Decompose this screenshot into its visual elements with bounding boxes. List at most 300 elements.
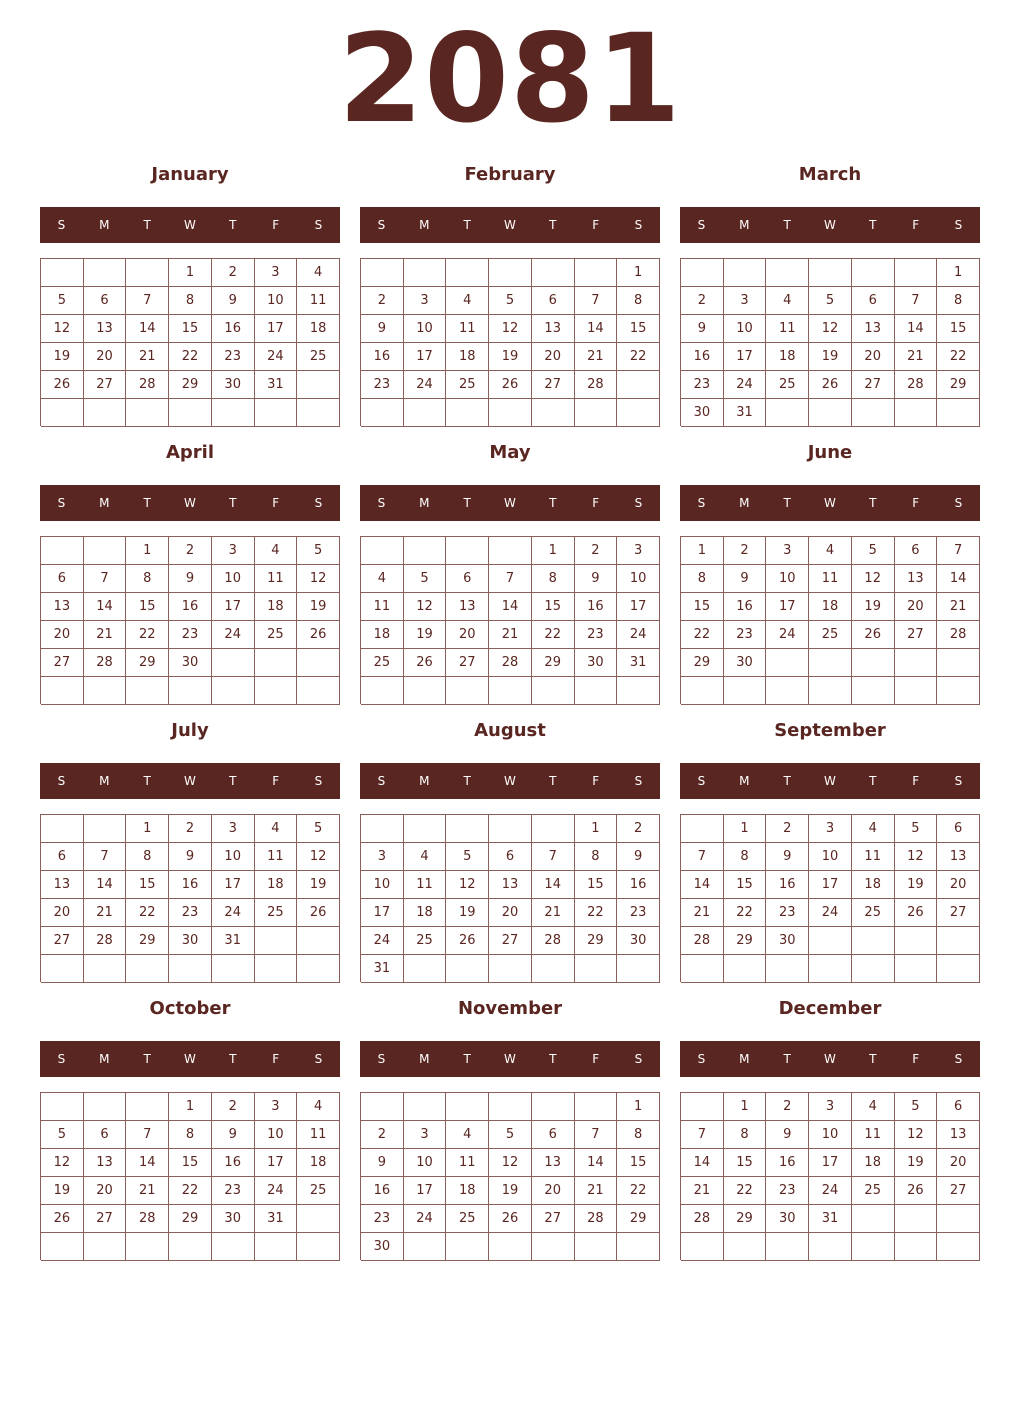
weekday-label: F [592,774,600,788]
day-cell: 4 [297,1093,340,1121]
weekday-label: W [824,218,836,232]
month-name: November [457,998,563,1019]
empty-cell [41,815,84,843]
empty-cell [404,259,447,287]
day-cell: 26 [852,621,895,649]
day-cell: 18 [852,871,895,899]
empty-cell [297,1205,340,1233]
empty-cell [446,677,489,705]
empty-cell [297,371,340,399]
day-cell: 26 [41,371,84,399]
day-cell: 13 [84,315,127,343]
weekday-label: T [783,774,791,788]
day-cell: 4 [255,537,298,565]
day-cell: 3 [404,1121,447,1149]
day-cell: 16 [361,343,404,371]
weekday-header [40,763,340,799]
day-cell: 11 [361,593,404,621]
empty-cell [809,677,852,705]
weekday-label: T [143,496,151,510]
empty-cell [126,259,169,287]
empty-cell [681,1233,724,1261]
weekday-header [680,485,980,521]
day-cell: 24 [724,371,767,399]
day-cell: 17 [404,343,447,371]
day-cell: 8 [532,565,575,593]
empty-cell [575,955,618,983]
day-cell: 31 [724,399,767,427]
empty-cell [84,1233,127,1261]
day-cell: 27 [84,1205,127,1233]
day-cell: 29 [617,1205,660,1233]
empty-cell [361,399,404,427]
weekday-label: S [57,774,66,788]
day-cell: 9 [766,843,809,871]
day-cell: 19 [852,593,895,621]
day-cell: 12 [404,593,447,621]
day-cell: 13 [852,315,895,343]
day-cell: 14 [575,1149,618,1177]
day-cell: 1 [126,815,169,843]
day-cell: 27 [41,927,84,955]
day-cell: 5 [41,1121,84,1149]
empty-cell [169,399,212,427]
day-cell: 12 [809,315,852,343]
weekday-label: M [419,1052,430,1066]
day-cell: 26 [41,1205,84,1233]
day-cell: 25 [852,1177,895,1205]
weekday-label: T [869,496,877,510]
day-cell: 16 [617,871,660,899]
weekday-label: F [912,218,920,232]
day-cell: 24 [809,899,852,927]
day-cell: 21 [575,343,618,371]
day-cell: 3 [809,1093,852,1121]
day-cell: 6 [84,287,127,315]
day-cell: 3 [212,537,255,565]
empty-cell [41,537,84,565]
day-cell: 1 [724,1093,767,1121]
day-cell: 22 [575,899,618,927]
day-cell: 17 [809,1149,852,1177]
weekday-header [680,1041,980,1077]
day-grid [680,536,980,704]
empty-cell [809,399,852,427]
day-cell: 13 [41,871,84,899]
day-cell: 23 [169,899,212,927]
day-cell: 22 [681,621,724,649]
day-cell: 26 [895,899,938,927]
day-cell: 13 [532,315,575,343]
day-cell: 29 [681,649,724,677]
day-cell: 24 [404,1205,447,1233]
day-cell: 31 [809,1205,852,1233]
empty-cell [809,259,852,287]
weekday-label: S [377,1052,386,1066]
day-cell: 8 [169,287,212,315]
day-cell: 25 [297,1177,340,1205]
empty-cell [852,955,895,983]
empty-cell [681,677,724,705]
weekday-label: T [549,496,557,510]
day-cell: 23 [766,1177,809,1205]
day-cell: 19 [446,899,489,927]
empty-cell [126,677,169,705]
month-name: May [489,442,531,463]
day-cell: 11 [852,1121,895,1149]
day-cell: 27 [937,899,980,927]
day-cell: 11 [446,1149,489,1177]
day-cell: 2 [724,537,767,565]
day-cell: 7 [532,843,575,871]
day-cell: 24 [361,927,404,955]
day-cell: 17 [724,343,767,371]
day-cell: 14 [126,1149,169,1177]
day-cell: 30 [361,1233,404,1261]
empty-cell [361,1093,404,1121]
day-cell: 4 [446,287,489,315]
weekday-label: S [377,496,386,510]
weekday-label: M [739,218,750,232]
day-cell: 20 [895,593,938,621]
weekday-label: S [697,496,706,510]
weekday-label: W [184,774,196,788]
day-cell: 22 [126,899,169,927]
empty-cell [852,399,895,427]
empty-cell [489,259,532,287]
weekday-label: W [184,218,196,232]
day-cell: 16 [724,593,767,621]
weekday-label: S [57,218,66,232]
empty-cell [126,955,169,983]
day-cell: 24 [766,621,809,649]
day-cell: 18 [404,899,447,927]
day-cell: 7 [489,565,532,593]
day-cell: 15 [724,871,767,899]
day-cell: 9 [766,1121,809,1149]
day-cell: 1 [617,259,660,287]
weekday-label: T [229,774,237,788]
empty-cell [404,399,447,427]
day-cell: 10 [212,565,255,593]
day-cell: 9 [212,287,255,315]
day-cell: 16 [575,593,618,621]
empty-cell [212,649,255,677]
month-name: December [778,998,882,1019]
empty-cell [169,677,212,705]
empty-cell [41,677,84,705]
day-cell: 1 [617,1093,660,1121]
day-cell: 7 [84,565,127,593]
empty-cell [297,927,340,955]
day-cell: 25 [255,899,298,927]
day-cell: 2 [681,287,724,315]
day-cell: 16 [169,871,212,899]
day-cell: 14 [84,593,127,621]
day-cell: 13 [895,565,938,593]
day-cell: 19 [489,343,532,371]
weekday-label: T [229,496,237,510]
day-cell: 14 [84,871,127,899]
weekday-header [360,1041,660,1077]
weekday-header [40,207,340,243]
weekday-label: M [419,774,430,788]
day-cell: 4 [255,815,298,843]
day-cell: 18 [255,871,298,899]
empty-cell [255,399,298,427]
day-cell: 19 [297,593,340,621]
day-cell: 9 [575,565,618,593]
day-cell: 4 [809,537,852,565]
weekday-header [360,763,660,799]
day-cell: 15 [169,315,212,343]
month-name: February [464,164,556,185]
empty-cell [852,1205,895,1233]
empty-cell [575,1093,618,1121]
empty-cell [41,399,84,427]
day-cell: 5 [297,537,340,565]
day-cell: 2 [361,1121,404,1149]
day-cell: 29 [169,1205,212,1233]
day-cell: 21 [575,1177,618,1205]
day-cell: 4 [852,1093,895,1121]
day-grid [40,1092,340,1260]
day-cell: 28 [895,371,938,399]
empty-cell [404,677,447,705]
day-cell: 10 [724,315,767,343]
day-cell: 28 [126,371,169,399]
day-cell: 18 [809,593,852,621]
day-cell: 15 [617,1149,660,1177]
day-cell: 21 [681,1177,724,1205]
month-name: January [151,164,229,185]
day-cell: 16 [169,593,212,621]
day-cell: 29 [937,371,980,399]
day-cell: 21 [895,343,938,371]
day-cell: 19 [489,1177,532,1205]
empty-cell [255,677,298,705]
weekday-label: M [739,774,750,788]
day-cell: 24 [255,1177,298,1205]
day-cell: 19 [297,871,340,899]
weekday-label: F [912,1052,920,1066]
empty-cell [937,1205,980,1233]
day-cell: 1 [532,537,575,565]
day-cell: 10 [404,1149,447,1177]
weekday-label: M [419,496,430,510]
day-cell: 6 [937,815,980,843]
day-cell: 3 [404,287,447,315]
day-cell: 2 [575,537,618,565]
day-cell: 14 [895,315,938,343]
day-cell: 14 [532,871,575,899]
empty-cell [937,1233,980,1261]
weekday-label: F [592,1052,600,1066]
weekday-label: M [739,1052,750,1066]
empty-cell [937,677,980,705]
empty-cell [681,259,724,287]
day-cell: 1 [681,537,724,565]
day-cell: 29 [126,649,169,677]
empty-cell [126,1233,169,1261]
empty-cell [84,399,127,427]
day-cell: 18 [361,621,404,649]
day-cell: 2 [212,259,255,287]
weekday-header [680,207,980,243]
weekday-label: S [634,218,643,232]
empty-cell [895,1233,938,1261]
day-cell: 8 [681,565,724,593]
day-cell: 7 [895,287,938,315]
day-cell: 18 [766,343,809,371]
day-cell: 22 [937,343,980,371]
day-cell: 10 [404,315,447,343]
day-cell: 22 [617,1177,660,1205]
day-cell: 21 [84,621,127,649]
day-cell: 5 [41,287,84,315]
day-cell: 19 [41,343,84,371]
empty-cell [361,537,404,565]
weekday-label: S [954,218,963,232]
day-cell: 23 [617,899,660,927]
day-cell: 20 [84,343,127,371]
day-cell: 5 [895,815,938,843]
day-cell: 3 [766,537,809,565]
empty-cell [84,955,127,983]
day-cell: 23 [169,621,212,649]
weekday-label: T [783,218,791,232]
day-cell: 4 [297,259,340,287]
day-cell: 11 [766,315,809,343]
empty-cell [489,955,532,983]
day-cell: 12 [41,1149,84,1177]
day-cell: 23 [766,899,809,927]
empty-cell [617,371,660,399]
day-cell: 29 [126,927,169,955]
day-cell: 2 [169,815,212,843]
day-cell: 21 [84,899,127,927]
day-cell: 18 [255,593,298,621]
day-cell: 21 [489,621,532,649]
day-cell: 31 [361,955,404,983]
empty-cell [681,1093,724,1121]
empty-cell [84,677,127,705]
weekday-label: T [549,218,557,232]
day-cell: 6 [532,287,575,315]
day-cell: 22 [532,621,575,649]
day-cell: 5 [404,565,447,593]
weekday-label: S [634,774,643,788]
empty-cell [297,649,340,677]
day-cell: 7 [681,843,724,871]
day-cell: 7 [126,287,169,315]
weekday-label: T [549,774,557,788]
empty-cell [212,399,255,427]
weekday-label: F [912,774,920,788]
day-cell: 16 [212,315,255,343]
day-cell: 27 [84,371,127,399]
weekday-label: T [463,218,471,232]
empty-cell [617,955,660,983]
day-cell: 25 [766,371,809,399]
day-cell: 20 [489,899,532,927]
empty-cell [809,1233,852,1261]
day-cell: 19 [41,1177,84,1205]
empty-cell [212,677,255,705]
empty-cell [446,537,489,565]
day-cell: 10 [617,565,660,593]
day-cell: 19 [404,621,447,649]
day-cell: 3 [212,815,255,843]
day-cell: 14 [681,1149,724,1177]
empty-cell [446,1093,489,1121]
weekday-label: S [314,496,323,510]
day-cell: 11 [297,287,340,315]
weekday-label: T [143,1052,151,1066]
weekday-label: T [229,1052,237,1066]
day-cell: 15 [126,871,169,899]
day-cell: 8 [169,1121,212,1149]
day-cell: 13 [532,1149,575,1177]
day-cell: 10 [255,1121,298,1149]
day-grid [40,814,340,982]
day-cell: 3 [361,843,404,871]
weekday-label: S [634,496,643,510]
day-cell: 14 [575,315,618,343]
weekday-label: T [869,218,877,232]
day-cell: 6 [84,1121,127,1149]
day-cell: 31 [255,371,298,399]
day-cell: 14 [489,593,532,621]
day-cell: 5 [895,1093,938,1121]
empty-cell [809,649,852,677]
day-cell: 1 [575,815,618,843]
weekday-label: M [99,496,110,510]
day-cell: 22 [724,1177,767,1205]
weekday-label: M [99,1052,110,1066]
weekday-label: S [314,218,323,232]
day-cell: 6 [41,843,84,871]
weekday-header [40,485,340,521]
day-cell: 10 [255,287,298,315]
day-cell: 20 [532,1177,575,1205]
day-grid [680,258,980,426]
day-cell: 15 [724,1149,767,1177]
weekday-label: T [869,1052,877,1066]
day-cell: 31 [255,1205,298,1233]
weekday-label: F [592,218,600,232]
day-cell: 18 [852,1149,895,1177]
empty-cell [575,259,618,287]
day-cell: 5 [489,1121,532,1149]
weekday-label: W [824,1052,836,1066]
day-cell: 9 [724,565,767,593]
weekday-label: T [869,774,877,788]
empty-cell [489,399,532,427]
day-cell: 13 [489,871,532,899]
empty-cell [404,537,447,565]
day-cell: 15 [532,593,575,621]
day-cell: 11 [809,565,852,593]
day-cell: 20 [532,343,575,371]
day-cell: 25 [297,343,340,371]
day-cell: 26 [297,899,340,927]
day-cell: 27 [489,927,532,955]
day-cell: 30 [724,649,767,677]
day-cell: 28 [489,649,532,677]
day-cell: 8 [575,843,618,871]
empty-cell [724,1233,767,1261]
